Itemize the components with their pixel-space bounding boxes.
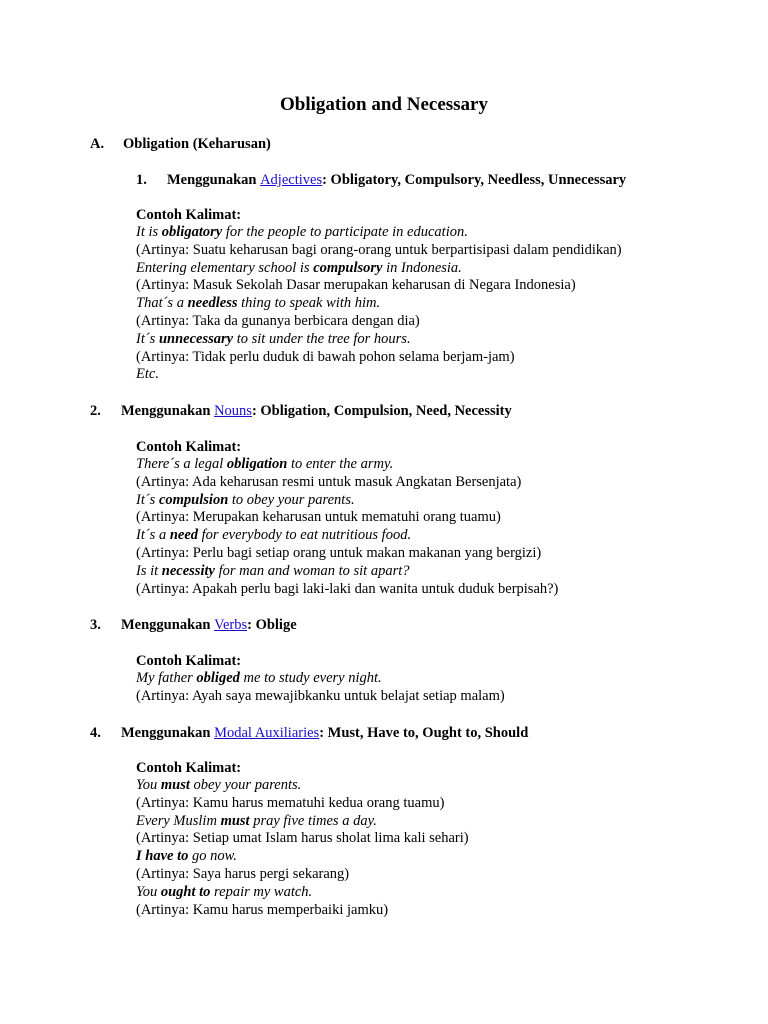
key-term: obligation bbox=[226, 456, 288, 472]
example-label: Contoh Kalimat: bbox=[136, 760, 242, 776]
translation-line: (Artinya: Kamu harus memperbaiki jamku) bbox=[136, 901, 389, 918]
sentence-text: pray five times a day. bbox=[249, 812, 377, 829]
example-label: Contoh Kalimat: bbox=[136, 207, 242, 223]
item-prefix: Menggunakan bbox=[167, 172, 257, 188]
sentence-text: obey your parents. bbox=[189, 777, 302, 793]
item-1-heading bbox=[136, 171, 626, 189]
key-term: ought to bbox=[160, 883, 211, 900]
verbs-link[interactable]: Verbs bbox=[214, 617, 248, 633]
example-sentence bbox=[136, 670, 505, 688]
key-term: obliged bbox=[196, 670, 240, 686]
translation-line: (Artinya: Tidak perlu duduk di bawah pohon selama berjam-jam) bbox=[136, 348, 515, 365]
section-title: Obligation (Keharusan) bbox=[123, 136, 271, 152]
translation-line: (Artinya: Taka da gunanya berbicara dengan dia) bbox=[136, 312, 420, 329]
sentence-text: It is bbox=[136, 224, 162, 240]
sentence-text: for man and woman to sit apart? bbox=[214, 562, 410, 579]
section-letter: A. bbox=[90, 136, 105, 152]
sentence-text: It´s bbox=[136, 330, 159, 347]
key-term: compulsory bbox=[313, 259, 383, 276]
example-sentence bbox=[136, 456, 558, 474]
sentence-text: It´s a bbox=[136, 527, 170, 544]
translation-line: (Artinya: Setiap umat Islam harus sholat lima kali sehari) bbox=[136, 830, 469, 847]
translation-line: (Artinya: Suatu keharusan bagi orang-orang untuk berpartisipasi dalam pendidikan) bbox=[136, 241, 622, 258]
sentence-text: Every Muslim bbox=[136, 812, 221, 829]
sentence-text: You bbox=[136, 777, 161, 793]
item-rest: : Obligation, Compulsion, Need, Necessity bbox=[251, 403, 512, 419]
item-rest: : Oblige bbox=[247, 617, 297, 633]
sentence-text: That´s a bbox=[136, 295, 188, 312]
translation-line: (Artinya: Ada keharusan resmi untuk masuk Angkatan Bersenjata) bbox=[136, 473, 522, 490]
item-3-examples bbox=[136, 653, 505, 706]
sentence-text: There´s a legal bbox=[136, 456, 227, 472]
sentence-text: repair my watch. bbox=[210, 883, 313, 900]
example-sentence bbox=[136, 295, 622, 313]
item-prefix: Menggunakan bbox=[121, 617, 211, 633]
example-sentence bbox=[136, 884, 469, 902]
item-1-examples bbox=[136, 207, 622, 384]
sentence-text: Is it bbox=[136, 562, 162, 579]
example-sentence bbox=[136, 813, 469, 831]
translation-line: (Artinya: Kamu harus mematuhi kedua orang tuamu) bbox=[136, 794, 445, 811]
example-sentence bbox=[136, 563, 558, 581]
modal-auxiliaries-link[interactable]: Modal Auxiliaries bbox=[214, 725, 320, 741]
sentence-text: go now. bbox=[188, 848, 237, 865]
sentence-text: My father bbox=[136, 670, 197, 686]
item-3-heading bbox=[90, 616, 297, 634]
translation-line: (Artinya: Merupakan keharusan untuk mematuhi orang tuamu) bbox=[136, 509, 501, 526]
sentence-text: for everybody to eat nutritious food. bbox=[198, 527, 412, 544]
item-4-examples bbox=[136, 760, 469, 919]
example-sentence bbox=[136, 527, 558, 545]
section-a-heading bbox=[90, 135, 271, 153]
adjectives-link[interactable]: Adjectives bbox=[260, 172, 323, 188]
item-number: 1. bbox=[136, 172, 147, 188]
sentence-text: It´s bbox=[136, 491, 159, 508]
sentence-text: thing to speak with him. bbox=[237, 295, 381, 312]
item-number: 3. bbox=[90, 617, 101, 633]
translation-line: (Artinya: Saya harus pergi sekarang) bbox=[136, 865, 350, 882]
item-number: 2. bbox=[90, 403, 101, 419]
example-sentence bbox=[136, 331, 622, 349]
key-term: need bbox=[169, 527, 199, 544]
sentence-text: to sit under the tree for hours. bbox=[233, 330, 411, 347]
translation-line: (Artinya: Apakah perlu bagi laki-laki dan wanita untuk duduk berpisah?) bbox=[136, 580, 559, 597]
sentence-text: to obey your parents. bbox=[228, 491, 355, 508]
sentence-text: Etc. bbox=[136, 366, 159, 383]
sentence-text: for the people to participate in education. bbox=[222, 224, 468, 240]
translation-line: (Artinya: Perlu bagi setiap orang untuk makan makanan yang bergizi) bbox=[136, 544, 542, 561]
document-title: Obligation and Necessary bbox=[280, 94, 488, 115]
translation-line: (Artinya: Ayah saya mewajibkanku untuk belajat setiap malam) bbox=[136, 687, 505, 704]
example-sentence bbox=[136, 777, 469, 795]
example-label: Contoh Kalimat: bbox=[136, 653, 242, 669]
item-rest: : Obligatory, Compulsory, Needless, Unnecessary bbox=[322, 172, 627, 188]
key-term: obligatory bbox=[161, 224, 223, 240]
nouns-link[interactable]: Nouns bbox=[214, 403, 252, 419]
example-sentence bbox=[136, 366, 622, 384]
item-rest: : Must, Have to, Ought to, Should bbox=[319, 725, 529, 741]
key-term: must bbox=[220, 812, 250, 829]
example-sentence bbox=[136, 260, 622, 278]
item-number: 4. bbox=[90, 725, 101, 741]
item-2-heading bbox=[90, 402, 512, 420]
sentence-text: in Indonesia. bbox=[382, 259, 462, 276]
example-sentence bbox=[136, 492, 558, 510]
key-term: unnecessary bbox=[158, 330, 234, 347]
item-prefix: Menggunakan bbox=[121, 403, 211, 419]
key-term: needless bbox=[187, 295, 238, 312]
sentence-text: to enter the army. bbox=[287, 456, 394, 472]
key-term: necessity bbox=[161, 562, 215, 579]
example-sentence bbox=[136, 224, 622, 242]
sentence-text: me to study every night. bbox=[239, 670, 382, 686]
sentence-text: You bbox=[136, 883, 161, 900]
example-label: Contoh Kalimat: bbox=[136, 439, 242, 455]
key-term: compulsion bbox=[158, 491, 229, 508]
translation-line: (Artinya: Masuk Sekolah Dasar merupakan keharusan di Negara Indonesia) bbox=[136, 277, 576, 294]
item-2-examples bbox=[136, 439, 558, 598]
item-4-heading bbox=[90, 724, 528, 742]
key-term: I have to bbox=[136, 848, 189, 865]
key-term: must bbox=[160, 777, 190, 793]
sentence-text: Entering elementary school is bbox=[136, 259, 314, 276]
item-prefix: Menggunakan bbox=[121, 725, 211, 741]
example-sentence bbox=[136, 848, 469, 866]
